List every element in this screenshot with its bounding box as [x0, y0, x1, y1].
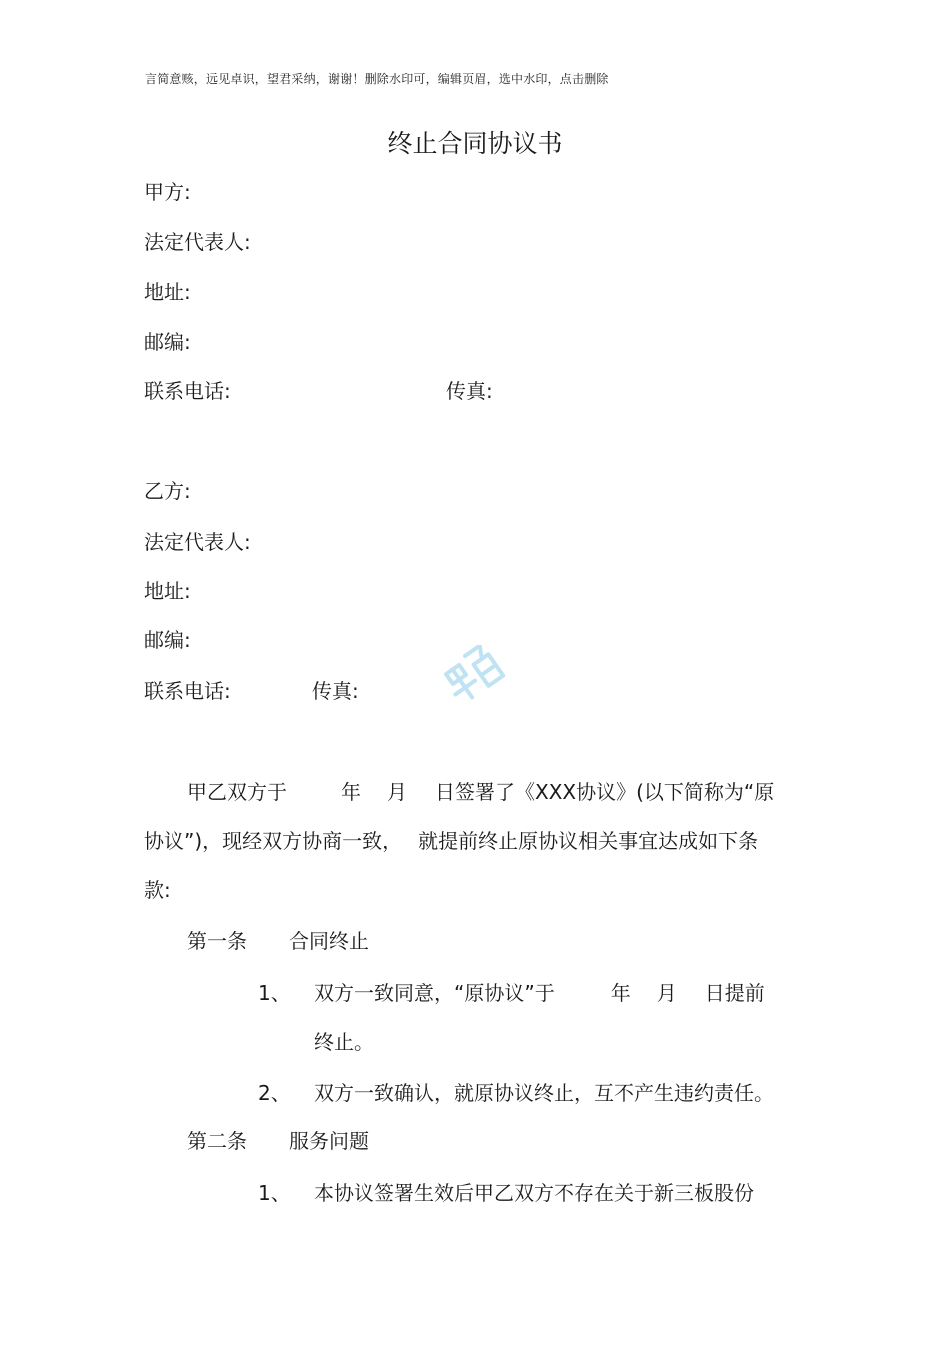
article-1-item-1-month: 月: [656, 981, 677, 1005]
party-a-name-label: 甲方:: [144, 180, 191, 204]
party-b-postcode-label: 邮编:: [144, 628, 191, 652]
party-b-name-label: 乙方:: [144, 479, 191, 503]
intro-text-b: 日签署了《XXX协议》(以下简称为“原: [435, 780, 775, 804]
article-1-item-2-text: 双方一致确认，就原协议终止，互不产生违约责任。: [314, 1081, 774, 1105]
article-1-item-1-number: 1、: [258, 981, 291, 1005]
article-1-title: 合同终止: [289, 929, 369, 953]
article-2-title: 服务问题: [289, 1129, 369, 1153]
party-a-address-label: 地址:: [144, 280, 191, 304]
article-2-item-1-text: 本协议签署生效后甲乙双方不存在关于新三板股份: [314, 1181, 754, 1205]
party-a-rep-label: 法定代表人:: [144, 230, 251, 254]
intro-text-d: 就提前终止原协议相关事宜达成如下条: [418, 829, 759, 853]
article-1-item-1-year: 年: [610, 981, 631, 1005]
article-1-item-2-number: 2、: [258, 1081, 291, 1105]
header-note: 言简意赅，远见卓识，望君采纳，谢谢！删除水印可，编辑页眉，选中水印，点击删除: [145, 72, 609, 86]
party-b-address-label: 地址:: [144, 579, 191, 603]
article-1-heading: [187, 929, 369, 953]
intro-text-c: 协议”)，现经双方协商一致，: [144, 829, 403, 853]
intro-line-1: [187, 780, 774, 804]
party-b-rep-label: 法定代表人:: [144, 530, 251, 554]
party-b-phone-label: 联系电话:: [144, 679, 231, 703]
party-b-fax-label: 传真:: [312, 679, 359, 703]
article-1-item-1-text-b: 日提前: [704, 981, 765, 1005]
article-2-heading: [187, 1129, 369, 1153]
article-1-number: 第一条: [187, 929, 247, 953]
document-title: 终止合同协议书: [387, 129, 563, 158]
article-2-item-1-number: 1、: [258, 1181, 291, 1205]
watermark-logo-icon: [438, 645, 508, 707]
party-a-fax-label: 传真:: [446, 379, 493, 403]
party-a-postcode-label: 邮编:: [144, 330, 191, 354]
intro-line-2: [144, 829, 758, 853]
intro-year: 年: [341, 780, 361, 804]
intro-line-3: 款:: [144, 878, 171, 902]
article-2-number: 第二条: [187, 1129, 247, 1153]
intro-text-a: 甲乙双方于: [187, 780, 287, 804]
article-1-item-1-text-a: 双方一致同意，“原协议”于: [314, 981, 555, 1005]
article-1-item-1-line-1: [314, 981, 765, 1005]
article-1-item-1-line-2: 终止。: [314, 1030, 374, 1054]
party-a-phone-label: 联系电话:: [144, 379, 231, 403]
intro-month: 月: [387, 780, 407, 804]
